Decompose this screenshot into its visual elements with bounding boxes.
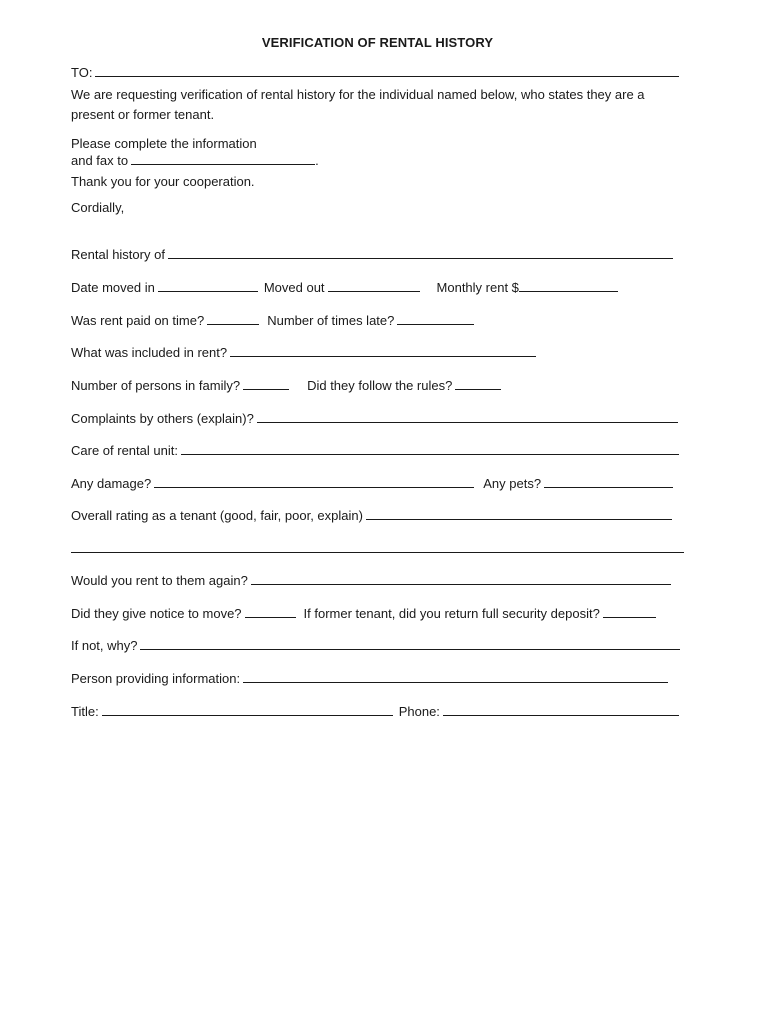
to-label: TO: xyxy=(71,65,93,80)
rent-again-label: Would you rent to them again? xyxy=(71,573,248,588)
care-of-unit-field[interactable] xyxy=(181,442,679,455)
rent-paid-on-time-label: Was rent paid on time? xyxy=(71,313,205,328)
overall-rating-continued-row xyxy=(71,540,684,557)
fax-number-field[interactable] xyxy=(131,152,315,165)
intro-line-1: We are requesting verification of rental history for the individual named below, who states they are a xyxy=(71,87,645,102)
phone-field[interactable] xyxy=(443,703,679,716)
if-not-why-label: If not, why? xyxy=(71,638,138,653)
damage-pets-row xyxy=(71,475,673,492)
return-deposit-field[interactable] xyxy=(603,605,656,618)
cordially-text: Cordially, xyxy=(71,200,125,215)
overall-rating-label: Overall rating as a tenant (good, fair, poor, explain) xyxy=(71,508,363,523)
form-title: VERIFICATION OF RENTAL HISTORY xyxy=(261,35,494,50)
complete-info-text: Please complete the information xyxy=(71,136,257,151)
rent-again-field[interactable] xyxy=(251,572,671,585)
care-of-unit-label: Care of rental unit: xyxy=(71,443,178,458)
care-of-unit-row xyxy=(71,442,679,459)
overall-rating-row xyxy=(71,507,672,524)
notice-deposit-row xyxy=(71,605,656,622)
thank-you-text: Thank you for your cooperation. xyxy=(71,174,255,189)
follow-rules-field[interactable] xyxy=(455,377,501,390)
person-providing-field[interactable] xyxy=(243,670,668,683)
give-notice-field[interactable] xyxy=(245,605,296,618)
follow-rules-label: Did they follow the rules? xyxy=(307,378,453,393)
rental-history-of-label: Rental history of xyxy=(71,247,165,262)
overall-rating-continued-field[interactable] xyxy=(71,540,684,553)
intro-line-2: present or former tenant. xyxy=(71,107,215,122)
to-field[interactable] xyxy=(95,64,679,77)
rent-paid-row xyxy=(71,312,474,329)
fax-to-label: and fax to xyxy=(71,153,129,168)
fax-period: . xyxy=(315,153,319,168)
included-in-rent-label: What was included in rent? xyxy=(71,345,228,360)
family-rules-row xyxy=(71,377,501,394)
times-late-field[interactable] xyxy=(397,312,474,325)
to-row xyxy=(71,64,679,81)
return-deposit-label: If former tenant, did you return full security deposit? xyxy=(303,606,600,621)
included-in-rent-field[interactable] xyxy=(230,344,536,357)
date-moved-in-field[interactable] xyxy=(158,279,258,292)
monthly-rent-label: Monthly rent $ xyxy=(436,280,519,295)
complaints-row xyxy=(71,410,678,427)
title-phone-row xyxy=(71,703,679,720)
moved-out-label: Moved out xyxy=(263,280,325,295)
rent-again-row xyxy=(71,572,671,589)
person-providing-row xyxy=(71,670,668,687)
persons-in-family-label: Number of persons in family? xyxy=(71,378,241,393)
monthly-rent-field[interactable] xyxy=(519,279,618,292)
any-damage-field[interactable] xyxy=(154,475,474,488)
rent-paid-on-time-field[interactable] xyxy=(207,312,259,325)
moved-out-field[interactable] xyxy=(328,279,420,292)
any-pets-field[interactable] xyxy=(544,475,673,488)
person-providing-label: Person providing information: xyxy=(71,671,241,686)
title-label: Title: xyxy=(71,704,99,719)
rental-history-row xyxy=(71,246,673,263)
phone-label: Phone: xyxy=(398,704,440,719)
any-pets-label: Any pets? xyxy=(483,476,542,491)
included-in-rent-row xyxy=(71,344,536,361)
fax-row xyxy=(71,152,319,169)
complaints-label: Complaints by others (explain)? xyxy=(71,411,254,426)
if-not-why-row xyxy=(71,637,680,654)
give-notice-label: Did they give notice to move? xyxy=(71,606,242,621)
if-not-why-field[interactable] xyxy=(140,637,680,650)
overall-rating-field[interactable] xyxy=(366,507,672,520)
times-late-label: Number of times late? xyxy=(267,313,395,328)
persons-in-family-field[interactable] xyxy=(243,377,289,390)
rental-history-of-field[interactable] xyxy=(168,246,673,259)
any-damage-label: Any damage? xyxy=(71,476,152,491)
date-moved-in-label: Date moved in xyxy=(71,280,155,295)
complaints-field[interactable] xyxy=(257,410,678,423)
dates-row xyxy=(71,279,618,296)
title-field[interactable] xyxy=(102,703,393,716)
